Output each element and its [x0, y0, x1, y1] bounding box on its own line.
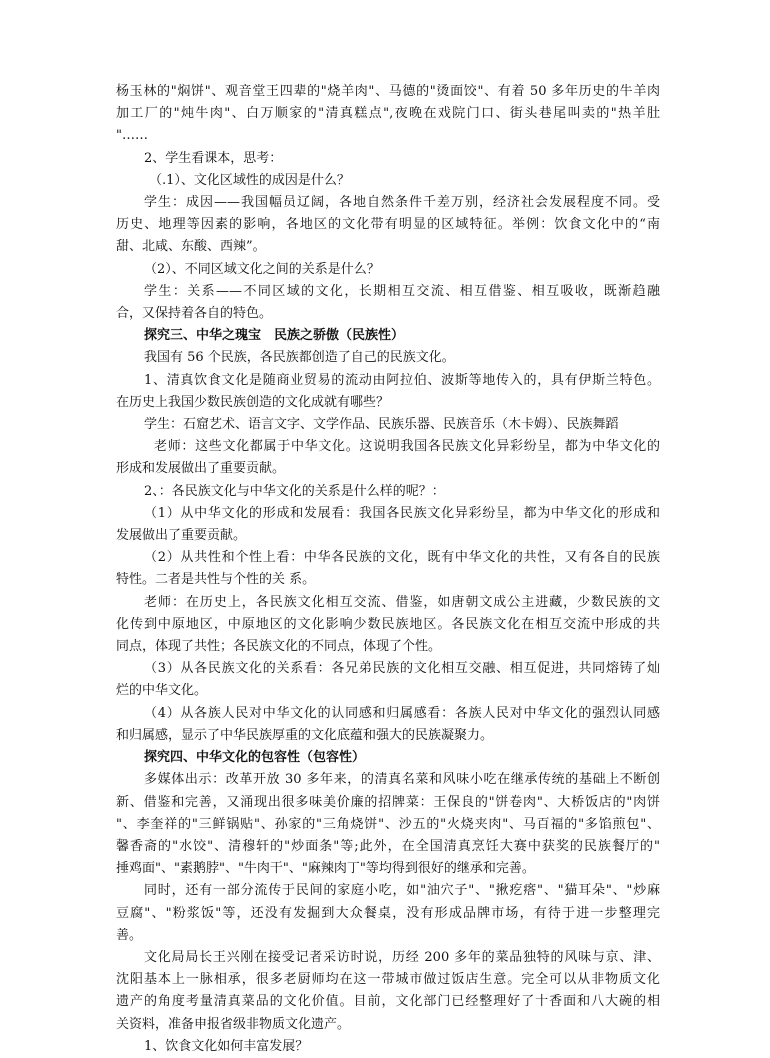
- text-line-indented: 学生：关系——不同区域的文化，长期相互交流、相互借鉴、相互吸收，既渐趋融: [144, 283, 660, 299]
- text-line: 同点，体现了共性；各民族文化的不同点，体现了个性。: [116, 639, 442, 655]
- text-line: 新、借鉴和完善，又涌现出很多味美价廉的招牌菜：王保良的"饼卷肉"、大桥饭店的"肉饼: [116, 794, 660, 810]
- text-line-indented: 学生：成因——我国幅员辽阔，各地自然条件千差万别，经济社会发展程度不同。受: [144, 195, 660, 211]
- text-line-indented: 2、学生看课本，思考：: [144, 150, 283, 166]
- text-line-indented: 1、饮食文化如何丰富发展？: [144, 1038, 309, 1054]
- text-line: 历史、地理等因素的影响，各地区的文化带有明显的区域特征。举例：饮食文化中的“南: [116, 217, 660, 233]
- text-line: "……: [116, 128, 148, 144]
- text-line-indented: （2）从共性和个性上看：中华各民族的文化，既有中华文化的共性，又有各自的民族: [144, 550, 660, 566]
- document-body: [116, 81, 660, 1058]
- text-line-indented: 文化局局长王兴刚在接受记者采访时说，历经 200 多年的菜品独特的风味与京、津、: [144, 949, 660, 965]
- text-line-indented: （1）从中华文化的形成和发展看：我国各民族文化异彩纷呈，都为中华文化的形成和: [144, 505, 660, 521]
- text-line: 和归属感，显示了中华民族厚重的文化底蕴和强大的民族凝聚力。: [116, 727, 494, 743]
- text-line-indented: 多媒体出示：改革开放 30 多年来，的清真名菜和风味小吃在继承传统的基础上不断创: [144, 772, 660, 788]
- text-line-indented: （2）、不同区域文化之间的关系是什么？: [144, 261, 380, 277]
- text-line: 加工厂的"炖牛肉"、白万顺家的"清真糕点",夜晚在戏院门口、街头巷尾叫卖的"热羊肚: [116, 106, 660, 122]
- text-line-indented: 同时，还有一部分流传于民间的家庭小吃，如"油穴子"、"揪疙瘩"、"猫耳朵"、"炒麻: [144, 883, 660, 899]
- text-line: 遗产的角度考量清真菜品的文化价值。目前，文化部门已经整理好了十香面和八大碗的相: [116, 994, 660, 1010]
- section-heading: 探究四、中华文化的包容性（包容性）: [144, 750, 366, 766]
- text-line: 甜、北咸、东酸、西辣”。: [116, 239, 266, 255]
- text-line-indented: 老师：在历史上，各民族文化相互交流、借鉴，如唐朝文成公主进藏，少数民族的文: [144, 594, 660, 610]
- text-line: 形成和发展做出了重要贡献。: [116, 461, 286, 477]
- text-line: 捶鸡面"、"素鹅脖"、"牛肉干"、"麻辣肉丁"等均得到很好的继承和完善。: [116, 861, 535, 877]
- text-line-indented: （4）从各族人民对中华文化的认同感和归属感看：各族人民对中华文化的强烈认同感: [144, 705, 660, 721]
- text-line-subitem: （.1）、文化区域性的成因是什么？: [149, 172, 350, 188]
- text-line-indented: 老师：这些文化都属于中华文化。这说明我国各民族文化异彩纷呈，都为中华文化的: [154, 439, 660, 455]
- text-line-indented: 1、清真饮食文化是随商业贸易的流动由阿拉伯、波斯等地传入的，具有伊斯兰特色。: [144, 372, 660, 388]
- section-heading: 探究三、中华之瑰宝 民族之骄傲（民族性）: [144, 328, 405, 344]
- text-line: 烂的中华文化。: [116, 683, 208, 699]
- text-line: 馨香斋的"水饺"、清穆轩的"炒面条"等;此外，在全国清真烹饪大赛中获奖的民族餐厅的": [116, 838, 660, 854]
- text-line: 特性。二者是共性与个性的关 系。: [116, 572, 316, 588]
- text-line-indented: 2、：各民族文化与中华文化的关系是什么样的呢？：: [144, 483, 445, 499]
- text-line: 在历史上我国少数民族创造的文化成就有哪些？: [116, 394, 390, 410]
- text-line-indented: 我国有 56 个民族，各民族都创造了自己的民族文化。: [144, 350, 455, 366]
- text-line: 杨玉林的"焖饼"、观音堂王四辈的"烧羊肉"、马德的"烫面饺"、有着 50 多年历史的牛羊肉: [116, 84, 660, 99]
- text-line: 豆腐"、"粉浆饭"等，还没有发掘到大众餐桌，没有形成品牌市场，有待于进一步整理完: [116, 905, 660, 921]
- text-line: 善。: [116, 927, 143, 943]
- text-line: 发展做出了重要贡献。: [116, 528, 247, 544]
- text-line-indented: （3）从各民族文化的关系看：各兄弟民族的文化相互交融、相互促进，共同熔铸了灿: [144, 661, 660, 677]
- text-line: "、李奎祥的"三鲜锅贴"、孙家的"三角烧饼"、沙五的"火烧夹肉"、马百福的"多馅煎包"、: [116, 816, 660, 832]
- text-line: 关资料，准备申报省级非物质文化遗产。: [116, 1016, 351, 1032]
- text-line: 合，又保持着各自的特色。: [116, 306, 273, 322]
- text-line-indented: 学生：石窟艺术、语言文字、文学作品、民族乐器、民族音乐（木卡姆）、民族舞蹈: [144, 417, 619, 433]
- text-line: 化传到中原地区，中原地区的文化影响少数民族地区。各民族文化在相互交流中形成的共: [116, 616, 660, 632]
- text-line: 沈阳基本上一脉相承，很多老厨师均在这一带城市做过饭店生意。完全可以从非物质文化: [116, 972, 660, 988]
